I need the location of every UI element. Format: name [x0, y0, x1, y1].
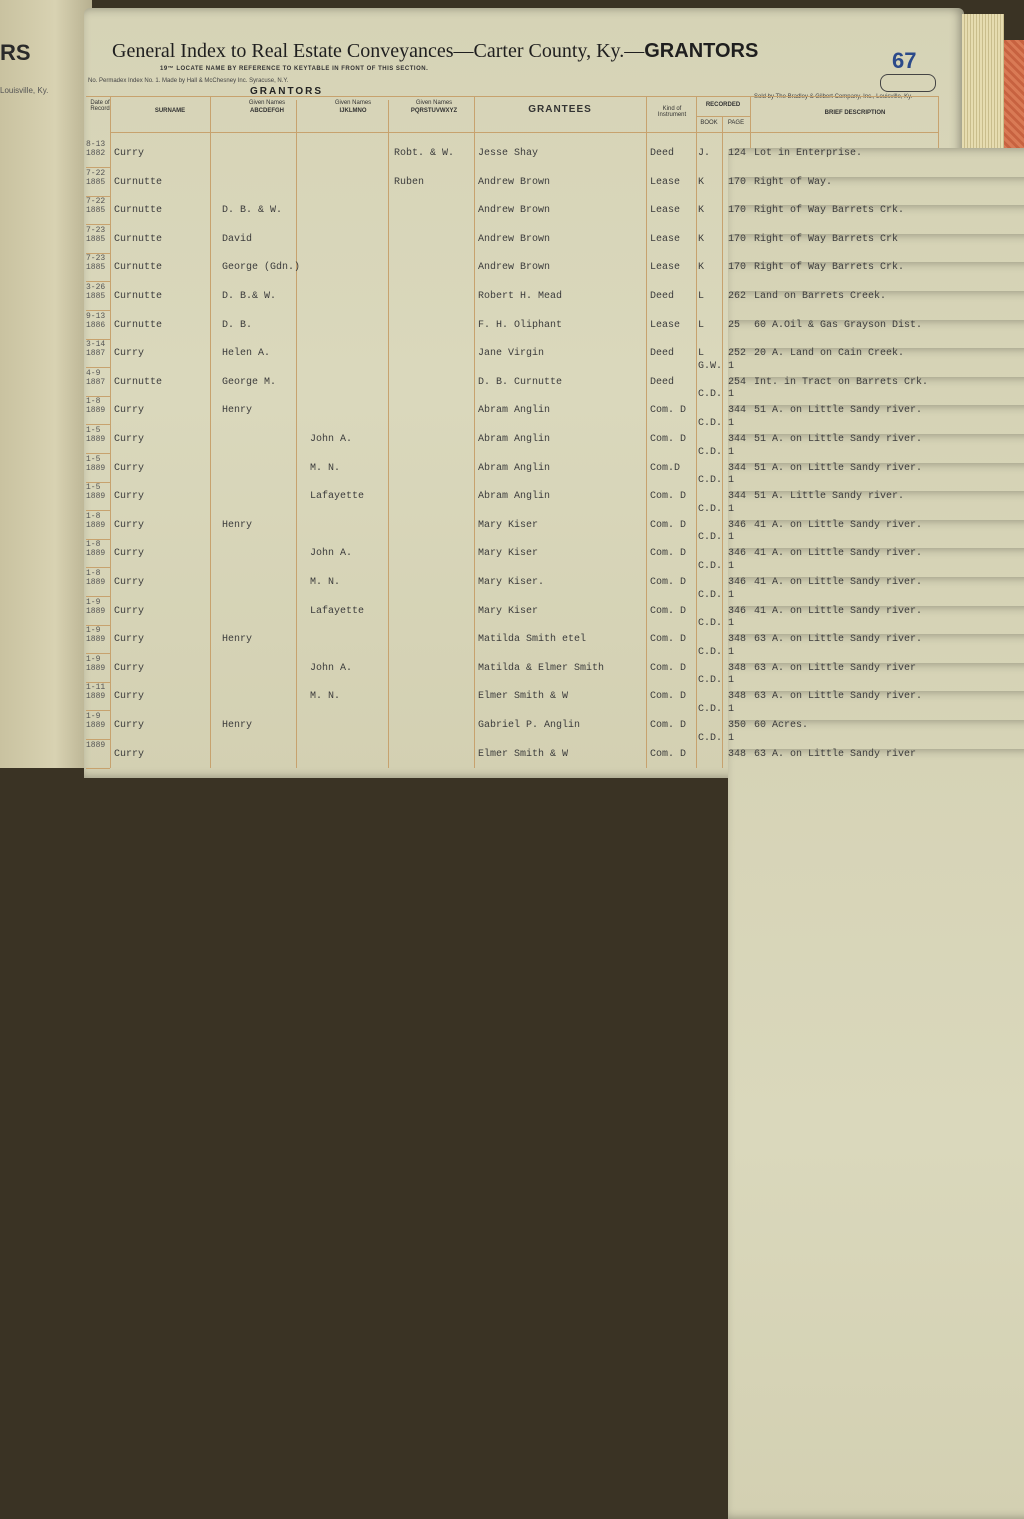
given2-header-top: Given Names [334, 100, 372, 106]
entry-date: 1-8 1889 [86, 540, 106, 558]
entry-grantee: Mary Kiser [478, 520, 539, 531]
row-rule [86, 596, 110, 597]
entry-kind: Com. D [650, 606, 687, 617]
given2-header: IJKLMNO [339, 108, 367, 114]
page-header: PAGE [727, 120, 745, 126]
table-row [0, 361, 1024, 397]
entry-surname: Curry [114, 548, 145, 559]
entry-kind: Deed [650, 291, 675, 302]
entry-book: K [698, 262, 705, 273]
left-page-small-text: Louisville, Ky. [0, 86, 49, 95]
entry-surname: Curnutte [114, 262, 163, 273]
entry-grantee: Robert H. Mead [478, 291, 563, 302]
entry-book: C.D. 1 [698, 618, 735, 629]
entry-grantee: Jane Virgin [478, 348, 545, 359]
entry-date: 7-23 1885 [86, 254, 106, 272]
entry-page: 262 [728, 291, 1024, 1061]
row-rule [86, 281, 110, 282]
entry-page: 344 [728, 405, 1024, 1175]
row-rule [86, 567, 110, 568]
entry-kind: Com. D [650, 749, 687, 760]
entry-surname: Curry [114, 663, 145, 674]
entry-book: K [698, 205, 705, 216]
entry-given-name-a-h: George (Gdn.) [222, 262, 301, 273]
entry-description: 51 A. on Little Sandy river. [754, 405, 923, 416]
entry-given-name-i-o: John A. [310, 434, 353, 445]
publisher-note: Sold by The Bradley & Gilbert Company, Inc., Louisville, Ky. [754, 94, 913, 100]
grantors-header: GRANTORS [250, 86, 324, 97]
entry-surname: Curry [114, 634, 145, 645]
entry-description: 41 A. on Little Sandy river. [754, 548, 923, 559]
entry-date: 1889 [86, 741, 106, 750]
entry-page: 348 [728, 691, 1024, 1461]
entry-book: C.D. 1 [698, 475, 735, 486]
table-row [0, 675, 1024, 711]
entry-kind: Com. D [650, 663, 687, 674]
entry-surname: Curry [114, 749, 145, 760]
entry-kind: Com. D [650, 691, 687, 702]
table-row [0, 733, 1024, 769]
entry-grantee: Andrew Brown [478, 262, 551, 273]
entry-date: 3-14 1887 [86, 340, 106, 358]
entry-grantee: Elmer Smith & W [478, 691, 569, 702]
entry-book: L [698, 291, 705, 302]
entry-description: Right of Way Barrets Crk. [754, 205, 905, 216]
entry-surname: Curry [114, 405, 145, 416]
entry-page: 348 [728, 663, 1024, 1433]
entry-given-name-i-o: Lafayette [310, 606, 365, 617]
entry-book: C.D. 1 [698, 389, 735, 400]
entry-date: 1-9 1889 [86, 598, 106, 616]
entry-kind: Lease [650, 320, 681, 331]
entry-page: 124 [728, 148, 1024, 918]
row-rule [86, 310, 110, 311]
entry-book: C.D. 1 [698, 561, 735, 572]
entry-grantee: Abram Anglin [478, 463, 551, 474]
entry-given-name-a-h: Henry [222, 634, 253, 645]
brief-description-header: BRIEF DESCRIPTION [824, 110, 886, 116]
table-row [0, 226, 1024, 254]
entry-given-name-a-h: George M. [222, 377, 277, 388]
table-row [0, 340, 1024, 368]
title-text: General Index to Real Estate Conveyances—Carter County, Ky.— [112, 40, 645, 62]
entry-given-name-a-h: D. B. & W. [222, 205, 283, 216]
table-row [0, 647, 1024, 683]
entry-page: 346 [728, 548, 1024, 1318]
entry-book: L [698, 320, 705, 331]
entry-date: 4-9 1887 [86, 369, 106, 387]
entry-date: 8-13 1882 [86, 140, 106, 158]
entry-kind: Com.D [650, 463, 681, 474]
entry-given-name-i-o: M. N. [310, 577, 341, 588]
entry-description: Right of Way. [754, 177, 833, 188]
entry-description: Land on Barrets Creek. [754, 291, 887, 302]
entry-kind: Com. D [650, 720, 687, 731]
table-row [0, 389, 1024, 425]
row-rule [86, 453, 110, 454]
entry-page: 344 [728, 463, 1024, 1233]
entry-page: 170 [728, 262, 1024, 1032]
entry-grantee: Gabriel P. Anglin [478, 720, 581, 731]
entry-surname: Curry [114, 348, 145, 359]
entry-kind: Com. D [650, 491, 687, 502]
entry-description: 63 A. on Little Sandy river [754, 749, 917, 760]
entry-description: 51 A. Little Sandy river. [754, 491, 905, 502]
entry-surname: Curry [114, 434, 145, 445]
entry-grantee: Abram Anglin [478, 434, 551, 445]
given1-header: ABCDEFGH [250, 108, 284, 114]
entry-page: 348 [728, 749, 1024, 1519]
entry-page: 170 [728, 234, 1024, 1004]
entry-book: C.D. 1 [698, 504, 735, 515]
entry-book: C.D. 1 [698, 647, 735, 658]
entry-given-name-i-o: M. N. [310, 691, 341, 702]
left-page-heading-fragment: RS [0, 40, 31, 65]
given1-header-top: Given Names [248, 100, 286, 106]
table-row [0, 590, 1024, 626]
entry-surname: Curry [114, 520, 145, 531]
entry-kind: Deed [650, 148, 675, 159]
entry-date: 1-5 1889 [86, 455, 106, 473]
entry-kind: Com. D [650, 434, 687, 445]
entry-given-name-a-h: D. B.& W. [222, 291, 277, 302]
entry-description: 60 Acres. [754, 720, 809, 731]
entry-grantee: Andrew Brown [478, 205, 551, 216]
entry-date: 7-22 1885 [86, 197, 106, 215]
entry-book: C.D. 1 [698, 704, 735, 715]
entry-page: 346 [728, 520, 1024, 1290]
recorded-header: RECORDED [705, 102, 741, 108]
entry-surname: Curry [114, 606, 145, 617]
entry-date: 1-8 1889 [86, 569, 106, 587]
entry-kind: Com. D [650, 520, 687, 531]
entry-date: 7-22 1885 [86, 169, 106, 187]
entry-grantee: F. H. Oliphant [478, 320, 563, 331]
entry-grantee: Matilda Smith etel [478, 634, 587, 645]
table-row [0, 254, 1024, 282]
entry-grantee: Andrew Brown [478, 234, 551, 245]
entry-grantee: Matilda & Elmer Smith [478, 663, 605, 674]
entry-description: 41 A. on Little Sandy river. [754, 577, 923, 588]
entry-given-name-p-z: Ruben [394, 177, 425, 188]
row-rule [86, 768, 110, 769]
entry-date: 9-13 1886 [86, 312, 106, 330]
entry-given-name-a-h: David [222, 234, 253, 245]
entry-page: 344 [728, 434, 1024, 1204]
table-row [0, 418, 1024, 454]
table-row [0, 197, 1024, 225]
entry-kind: Lease [650, 234, 681, 245]
page-number-box [880, 74, 936, 92]
entry-kind: Deed [650, 377, 675, 388]
entry-description: Lot in Enterprise. [754, 148, 863, 159]
entry-book: C.D. 1 [698, 418, 735, 429]
entry-grantee: Jesse Shay [478, 148, 539, 159]
entry-given-name-p-z: Robt. & W. [394, 148, 455, 159]
entry-kind: Com. D [650, 548, 687, 559]
entry-book: C.D. 1 [698, 733, 735, 744]
entry-page: 346 [728, 606, 1024, 1376]
entry-date: 1-9 1889 [86, 626, 106, 644]
entry-kind: Com. D [650, 577, 687, 588]
entry-description: Right of Way Barrets Crk. [754, 262, 905, 273]
entry-given-name-i-o: John A. [310, 548, 353, 559]
entry-page: 25 [728, 320, 1024, 1090]
entry-given-name-a-h: Henry [222, 520, 253, 531]
entry-kind: Lease [650, 205, 681, 216]
entry-date: 1-9 1889 [86, 655, 106, 673]
row-rule [86, 424, 110, 425]
entry-book: K [698, 234, 705, 245]
entry-description: 20 A. Land on Cain Creek. [754, 348, 905, 359]
entry-surname: Curry [114, 691, 145, 702]
entry-surname: Curry [114, 463, 145, 474]
entry-surname: Curnutte [114, 291, 163, 302]
table-row [0, 561, 1024, 597]
entry-date: 1-8 1889 [86, 512, 106, 530]
row-rule [86, 710, 110, 711]
entry-grantee: Mary Kiser [478, 548, 539, 559]
entry-surname: Curnutte [114, 205, 163, 216]
entry-page: 254 [728, 377, 1024, 1147]
entry-description: 41 A. on Little Sandy river. [754, 520, 923, 531]
surname-header: SURNAME [154, 108, 186, 114]
entry-grantee: D. B. Curnutte [478, 377, 563, 388]
entry-book: G.W. 1 [698, 361, 735, 372]
entry-grantee: Mary Kiser. [478, 577, 545, 588]
table-row [0, 140, 1024, 168]
entry-description: 63 A. on Little Sandy river. [754, 634, 923, 645]
given3-header: PQRSTUVWXYZ [410, 108, 458, 114]
date-header: Date of Record [90, 100, 110, 112]
entry-book: K [698, 177, 705, 188]
entry-surname: Curnutte [114, 177, 163, 188]
entry-book: C.D. 1 [698, 532, 735, 543]
entry-date: 1-5 1889 [86, 426, 106, 444]
entry-surname: Curry [114, 720, 145, 731]
grantees-header: GRANTEES [528, 104, 592, 115]
table-row [0, 312, 1024, 340]
entry-book: C.D. 1 [698, 675, 735, 686]
entry-description: Int. in Tract on Barrets Crk. [754, 377, 929, 388]
entry-grantee: Abram Anglin [478, 405, 551, 416]
entry-kind: Com. D [650, 405, 687, 416]
entry-page: 350 [728, 720, 1024, 1490]
entry-book: L [698, 348, 705, 359]
entry-kind: Lease [650, 262, 681, 273]
page-title [112, 40, 932, 63]
entry-given-name-i-o: M. N. [310, 463, 341, 474]
entry-surname: Curry [114, 148, 145, 159]
entry-kind: Deed [650, 348, 675, 359]
table-row [0, 447, 1024, 483]
entry-book: J. [698, 148, 711, 159]
entry-given-name-a-h: D. B. [222, 320, 253, 331]
row-rule [86, 653, 110, 654]
index-maker-note: No. Permadex Index No. 1. Made by Hall & McChesney Inc. Syracuse, N.Y. [88, 78, 289, 84]
entry-page: 170 [728, 177, 1024, 947]
entry-description: 41 A. on Little Sandy river. [754, 606, 923, 617]
entry-kind: Com. D [650, 634, 687, 645]
entry-grantee: Elmer Smith & W [478, 749, 569, 760]
row-rule [86, 739, 110, 740]
entry-grantee: Mary Kiser [478, 606, 539, 617]
entry-given-name-a-h: Henry [222, 720, 253, 731]
recorded-rule [696, 116, 750, 117]
table-row [0, 704, 1024, 740]
entry-given-name-a-h: Helen A. [222, 348, 271, 359]
table-row [0, 532, 1024, 568]
title-grantors: GRANTORS [644, 40, 759, 62]
entry-surname: Curnutte [114, 377, 163, 388]
entry-date: 1-9 1889 [86, 712, 106, 730]
entry-surname: Curry [114, 577, 145, 588]
entry-kind: Lease [650, 177, 681, 188]
entry-description: 51 A. on Little Sandy river. [754, 434, 923, 445]
entry-book: C.D. 1 [698, 447, 735, 458]
entry-description: 63 A. on Little Sandy river [754, 663, 917, 674]
table-row [0, 169, 1024, 197]
entry-book: C.D. 1 [698, 590, 735, 601]
header-rule-bottom [110, 132, 938, 133]
entry-page: 346 [728, 577, 1024, 1347]
entry-given-name-i-o: John A. [310, 663, 353, 674]
table-row [0, 504, 1024, 540]
entry-page: 170 [728, 205, 1024, 975]
given3-header-top: Given Names [415, 100, 453, 106]
entry-surname: Curnutte [114, 234, 163, 245]
entry-page: 252 [728, 348, 1024, 1118]
entry-date: 1-5 1889 [86, 483, 106, 501]
row-rule [86, 167, 110, 168]
row-rule [86, 224, 110, 225]
entry-surname: Curnutte [114, 320, 163, 331]
table-row [0, 618, 1024, 654]
kind-header: Kind of Instrument [657, 106, 687, 118]
row-rule [86, 367, 110, 368]
book-header: BOOK [700, 120, 718, 126]
entry-description: 60 A.Oil & Gas Grayson Dist. [754, 320, 923, 331]
table-row [0, 475, 1024, 511]
entry-description: Right of Way Barrets Crk [754, 234, 899, 245]
entry-date: 3-26 1885 [86, 283, 106, 301]
entry-date: 7-23 1885 [86, 226, 106, 244]
entry-given-name-a-h: Henry [222, 405, 253, 416]
entry-page: 348 [728, 634, 1024, 1404]
locate-note: 19™ LOCATE NAME BY REFERENCE TO KEYTABLE IN FRONT OF THIS SECTION. [160, 66, 429, 72]
entry-date: 1-11 1889 [86, 683, 106, 701]
row-rule [86, 510, 110, 511]
entry-surname: Curry [114, 491, 145, 502]
entry-date: 1-8 1889 [86, 397, 106, 415]
table-row [0, 283, 1024, 311]
entry-grantee: Andrew Brown [478, 177, 551, 188]
entry-grantee: Abram Anglin [478, 491, 551, 502]
header-rule-top [86, 96, 938, 97]
entry-given-name-i-o: Lafayette [310, 491, 365, 502]
entry-page: 344 [728, 491, 1024, 1261]
page-number: 67 [892, 48, 917, 73]
entry-description: 63 A. on Little Sandy river. [754, 691, 923, 702]
entry-description: 51 A. on Little Sandy river. [754, 463, 923, 474]
